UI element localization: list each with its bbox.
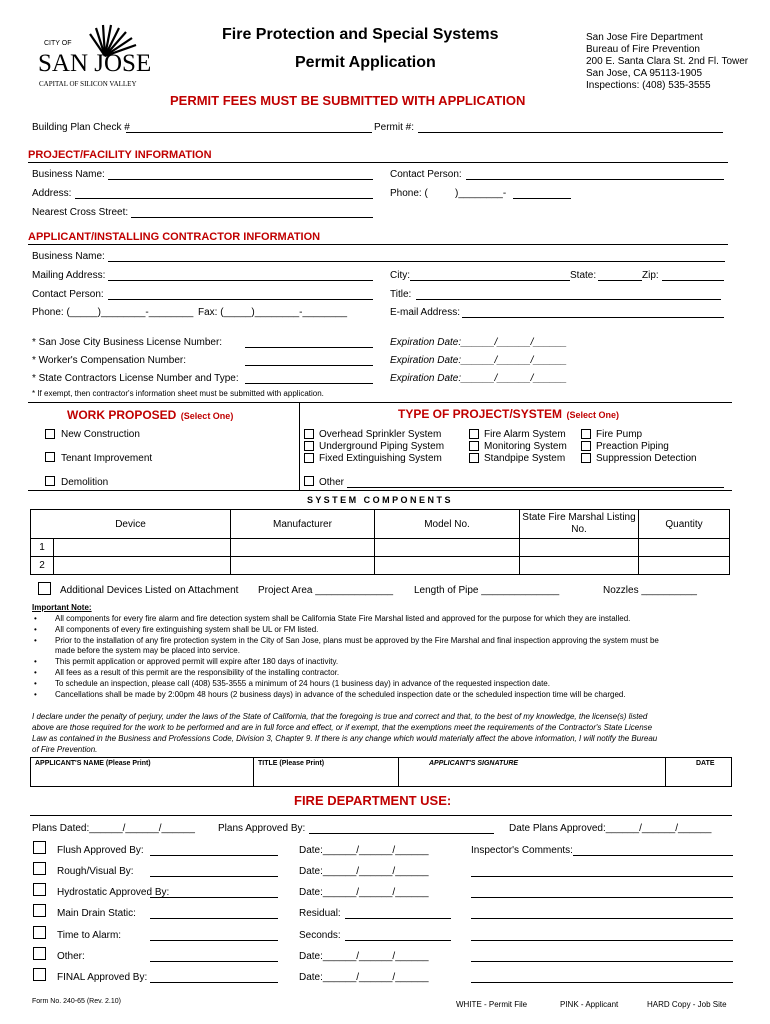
- license-expiration[interactable]: Expiration Date:______/______/______: [390, 337, 567, 348]
- fire-alarm-checkbox[interactable]: [469, 429, 479, 439]
- fire-pump-label: Fire Pump: [596, 429, 643, 440]
- signature-label: APPLICANT'S SIGNATURE: [429, 760, 519, 767]
- footer-hard: HARD Copy - Job Site: [647, 1000, 727, 1009]
- col-manufacturer: Manufacturer: [231, 510, 375, 539]
- nozzles[interactable]: Nozzles __________: [603, 585, 697, 596]
- contact-person-label: Contact Person:: [390, 169, 462, 180]
- fd-row-date[interactable]: Date:______/______/______: [299, 887, 429, 898]
- standpipe-checkbox[interactable]: [469, 453, 479, 463]
- department-info: [586, 32, 748, 92]
- declaration-line: of Fire Prevention.: [32, 745, 98, 754]
- monitoring-checkbox[interactable]: [469, 441, 479, 451]
- device-cell[interactable]: [54, 557, 231, 575]
- attachment-checkbox[interactable]: [38, 582, 51, 595]
- declaration: [32, 711, 657, 755]
- note-item: made before the system may be placed into service.: [55, 646, 240, 655]
- new-construction-label: New Construction: [61, 429, 140, 440]
- applicant-title-label: TITLE (Please Print): [258, 760, 325, 767]
- license-label: * San Jose City Business License Number:: [32, 337, 223, 348]
- fd-row-input[interactable]: [150, 855, 278, 856]
- type-header: [398, 405, 619, 423]
- bullet-icon: •: [34, 614, 37, 623]
- dept-bureau: Bureau of Fire Prevention: [586, 44, 700, 55]
- fd-row-label: Hydrostatic Approved By:: [57, 887, 170, 898]
- notes-title: Important Note:: [32, 603, 92, 612]
- app-business-label: Business Name:: [32, 251, 105, 262]
- col-device: Device: [31, 510, 231, 539]
- title-input[interactable]: [416, 299, 721, 300]
- phone-input[interactable]: [513, 198, 571, 199]
- form-number: Form No. 240-65 (Rev. 2.10): [32, 998, 121, 1005]
- demolition-label: Demolition: [61, 477, 109, 488]
- bullet-icon: •: [34, 636, 37, 645]
- underground-piping-checkbox[interactable]: [304, 441, 314, 451]
- comment-line[interactable]: [471, 940, 733, 941]
- state-license-expiration[interactable]: Expiration Date:______/______/______: [390, 373, 567, 384]
- bullet-icon: •: [34, 625, 37, 634]
- app-business-input[interactable]: [108, 261, 725, 262]
- note-item: All components for every fire alarm and fire detection system shall be California State Fire Marshal listed and approved for the purpose for which they are installed.: [55, 614, 631, 623]
- plan-check-input[interactable]: [126, 132, 372, 133]
- attachment-label: Additional Devices Listed on Attachment: [60, 585, 239, 596]
- logo-name: SAN JOSE: [38, 50, 152, 77]
- fd-row-label: Main Drain Static:: [57, 908, 136, 919]
- tenant-improvement-checkbox[interactable]: [45, 452, 55, 462]
- phone-label: Phone: (: [390, 188, 428, 199]
- col-listing: State Fire Marshal Listing No.: [520, 510, 639, 539]
- components-title: S Y S T E M C O M P O N E N T S: [307, 495, 451, 505]
- fd-divider: [30, 815, 732, 816]
- monitoring-label: Monitoring System: [484, 441, 567, 452]
- zip-input[interactable]: [662, 280, 724, 281]
- quantity-cell[interactable]: [639, 557, 730, 575]
- exempt-note: * If exempt, then contractor's information sheet must be submitted with application.: [32, 389, 324, 398]
- fd-row-label: Other:: [57, 951, 85, 962]
- work-header-suffix: (Select One): [180, 411, 234, 421]
- comment-line[interactable]: [471, 918, 733, 919]
- fd-row-mid-input[interactable]: [345, 918, 451, 919]
- permit-label: Permit #:: [374, 122, 415, 133]
- note-item: All components of every fire extinguishing system shall be UL or FM listed.: [55, 625, 319, 634]
- plans-dated[interactable]: Plans Dated:______/______/______: [32, 823, 195, 834]
- quantity-cell[interactable]: [639, 539, 730, 557]
- dept-address: 200 E. Santa Clara St. 2nd Fl. Tower: [586, 56, 749, 67]
- state-input[interactable]: [598, 280, 642, 281]
- preaction-checkbox[interactable]: [581, 441, 591, 451]
- overhead-sprinkler-checkbox[interactable]: [304, 429, 314, 439]
- business-name-label: Business Name:: [32, 169, 105, 180]
- row-number: 1: [31, 539, 54, 557]
- workers-comp-input[interactable]: [245, 365, 373, 366]
- state-label: State:: [570, 270, 597, 281]
- listing-cell[interactable]: [520, 539, 639, 557]
- fd-row-label: Flush Approved By:: [57, 845, 144, 856]
- length-of-pipe[interactable]: Length of Pipe ______________: [414, 585, 560, 596]
- model-cell[interactable]: [375, 557, 520, 575]
- fire-pump-checkbox[interactable]: [581, 429, 591, 439]
- inspector-comments-input[interactable]: [573, 855, 733, 856]
- applicant-title-cell[interactable]: [254, 758, 399, 787]
- footer-white: WHITE - Permit File: [456, 1000, 528, 1009]
- contact-person-input[interactable]: [466, 179, 724, 180]
- mailing-input[interactable]: [108, 280, 373, 281]
- app-contact-label: Contact Person:: [32, 289, 104, 300]
- address-label: Address:: [32, 188, 72, 199]
- fd-row-checkbox[interactable]: [33, 862, 46, 875]
- table-row: [31, 557, 730, 575]
- manufacturer-cell[interactable]: [231, 557, 375, 575]
- app-phone[interactable]: Phone: (_____)________-________: [32, 307, 194, 318]
- signature-table: [30, 757, 732, 787]
- note-item: This permit application or approved permit will expire after 180 days of inactivity.: [55, 657, 339, 666]
- suppression-label: Suppression Detection: [596, 453, 697, 464]
- signature-cell[interactable]: [399, 758, 666, 787]
- email-input[interactable]: [462, 317, 724, 318]
- note-item: All fees as a result of this permit are the responsibility of the installing contractor.: [55, 668, 340, 677]
- phone-mid: )________-: [455, 188, 507, 199]
- fixed-extinguishing-checkbox[interactable]: [304, 453, 314, 463]
- fd-row-date[interactable]: Residual:: [299, 908, 341, 919]
- fd-row-input[interactable]: [150, 961, 278, 962]
- model-cell[interactable]: [375, 539, 520, 557]
- title-label: Title:: [390, 289, 412, 300]
- form-subtitle: Permit Application: [295, 54, 436, 71]
- declaration-line: I declare under the penalty of perjury, under the laws of the State of California, that the foregoing is true and correct and that, to the best of my knowledge, the license(s) listed: [32, 712, 648, 721]
- fd-row-label: FINAL Approved By:: [57, 972, 148, 983]
- col-model: Model No.: [375, 510, 520, 539]
- components-table: [30, 509, 730, 575]
- fd-row-input[interactable]: [150, 897, 278, 898]
- fd-row-input[interactable]: [150, 918, 278, 919]
- applicant-name-label: APPLICANT'S NAME (Please Print): [35, 760, 151, 767]
- device-cell[interactable]: [54, 539, 231, 557]
- cross-street-input[interactable]: [131, 217, 373, 218]
- fees-notice: PERMIT FEES MUST BE SUBMITTED WITH APPLICATION: [170, 93, 526, 108]
- date-plans-approved[interactable]: Date Plans Approved:______/______/______: [509, 823, 712, 834]
- comment-line[interactable]: [471, 961, 733, 962]
- fd-row-mid-input[interactable]: [345, 940, 451, 941]
- state-license-label: * State Contractors License Number and Type:: [32, 373, 239, 384]
- inspector-comments-label: Inspector's Comments:: [471, 845, 573, 856]
- declaration-line: above are those required for the work to be performed and are in full force and effect, or if exempt, that the exemptions meet the requirements of the Contractor's State License: [32, 723, 653, 732]
- table-row: [31, 539, 730, 557]
- footer-pink: PINK - Applicant: [560, 1000, 619, 1009]
- dept-name: San Jose Fire Department: [586, 32, 703, 43]
- city-logo: [30, 20, 155, 95]
- fd-row-checkbox[interactable]: [33, 904, 46, 917]
- project-area[interactable]: Project Area ______________: [258, 585, 394, 596]
- bullet-icon: •: [34, 690, 37, 699]
- logo-tagline: CAPITAL OF SILICON VALLEY: [39, 80, 137, 88]
- other-input[interactable]: [347, 487, 724, 488]
- fd-row-checkbox[interactable]: [33, 841, 46, 854]
- comment-line[interactable]: [471, 876, 733, 877]
- plan-check-label: Building Plan Check #: [32, 122, 130, 133]
- fire-alarm-label: Fire Alarm System: [484, 429, 566, 440]
- declaration-line: Law as contained in the Business and Professions Code, Division 3, Chapter 9. If there is any change which would materially affect the above information, I will notify the Bureau: [32, 734, 658, 743]
- plans-approved-input[interactable]: [309, 833, 494, 834]
- zip-label: Zip:: [642, 270, 659, 281]
- fd-row-date[interactable]: Date:______/______/______: [299, 866, 429, 877]
- fd-row-checkbox[interactable]: [33, 926, 46, 939]
- preaction-label: Preaction Piping: [596, 441, 669, 452]
- mailing-label: Mailing Address:: [32, 270, 106, 281]
- address-input[interactable]: [75, 198, 373, 199]
- fd-row-date[interactable]: Date:______/______/______: [299, 845, 429, 856]
- applicant-name-cell[interactable]: [31, 758, 254, 787]
- other-checkbox[interactable]: [304, 476, 314, 486]
- fd-row-date[interactable]: Date:______/______/______: [299, 951, 429, 962]
- dept-city: San Jose, CA 95113-1905: [586, 68, 703, 79]
- workers-comp-label: * Worker's Compensation Number:: [32, 355, 187, 366]
- dept-phone: Inspections: (408) 535-3555: [586, 80, 711, 91]
- bullet-icon: •: [34, 668, 37, 677]
- fixed-extinguishing-label: Fixed Extinguishing System: [319, 453, 442, 464]
- city-label: City:: [390, 270, 410, 281]
- city-input[interactable]: [410, 280, 570, 281]
- date-cell[interactable]: [666, 758, 732, 787]
- tenant-improvement-label: Tenant Improvement: [61, 453, 153, 464]
- row-number: 2: [31, 557, 54, 575]
- fd-row-input[interactable]: [150, 982, 278, 983]
- fd-header: FIRE DEPARTMENT USE:: [294, 793, 452, 808]
- app-contact-input[interactable]: [108, 299, 373, 300]
- comment-line[interactable]: [471, 982, 733, 983]
- project-header: PROJECT/FACILITY INFORMATION: [28, 149, 728, 163]
- overhead-sprinkler-label: Overhead Sprinkler System: [319, 429, 442, 440]
- permit-input[interactable]: [418, 132, 723, 133]
- fd-row-label: Time to Alarm:: [57, 930, 122, 941]
- plans-approved-label: Plans Approved By:: [218, 823, 306, 834]
- manufacturer-cell[interactable]: [231, 539, 375, 557]
- fd-row-checkbox[interactable]: [33, 883, 46, 896]
- comment-line[interactable]: [471, 897, 733, 898]
- fd-row-input[interactable]: [150, 940, 278, 941]
- fd-row-date[interactable]: Seconds:: [299, 930, 341, 941]
- license-input[interactable]: [245, 347, 373, 348]
- date-label: DATE: [696, 760, 715, 767]
- email-label: E-mail Address:: [390, 307, 461, 318]
- cross-street-label: Nearest Cross Street:: [32, 207, 129, 218]
- city-of-label: CITY OF: [44, 40, 72, 47]
- col-quantity: Quantity: [639, 510, 730, 539]
- listing-cell[interactable]: [520, 557, 639, 575]
- new-construction-checkbox[interactable]: [45, 429, 55, 439]
- note-item: Cancellations shall be made by 2:00pm 48 hours (2 business days) in advance of the scheduled inspection date or the scheduled inspection time will be charged.: [55, 690, 626, 699]
- form-title: Fire Protection and Special Systems: [222, 26, 499, 43]
- app-fax[interactable]: Fax: (_____)________-________: [198, 307, 348, 318]
- demolition-checkbox[interactable]: [45, 476, 55, 486]
- type-header-suffix: (Select One): [566, 410, 619, 420]
- fd-row-label: Rough/Visual By:: [57, 866, 134, 877]
- note-item: Prior to the installation of any fire protection system in the City of San Jose, plans must be approved by the Fire Marshal and final inspection approving the system must be: [55, 636, 659, 645]
- standpipe-label: Standpipe System: [484, 453, 566, 464]
- other-label: Other: [319, 477, 345, 488]
- work-proposed-header: [67, 406, 233, 424]
- state-license-input[interactable]: [245, 383, 373, 384]
- bullet-icon: •: [34, 679, 37, 688]
- suppression-checkbox[interactable]: [581, 453, 591, 463]
- applicant-header: APPLICANT/INSTALLING CONTRACTOR INFORMATION: [28, 231, 728, 245]
- work-header-text: WORK PROPOSED: [67, 408, 177, 422]
- fd-row-checkbox[interactable]: [33, 968, 46, 981]
- type-header-text: TYPE OF PROJECT/SYSTEM: [398, 407, 563, 421]
- underground-piping-label: Underground Piping System: [319, 441, 445, 452]
- note-item: To schedule an inspection, please call (408) 535-3555 a minimum of 24 hours (1 business day) in advance of the requested inspection date.: [55, 679, 550, 688]
- bullet-icon: •: [34, 657, 37, 666]
- business-name-input[interactable]: [108, 179, 373, 180]
- fd-row-input[interactable]: [150, 876, 278, 877]
- workers-comp-expiration[interactable]: Expiration Date:______/______/______: [390, 355, 567, 366]
- fd-row-checkbox[interactable]: [33, 947, 46, 960]
- fd-row-date[interactable]: Date:______/______/______: [299, 972, 429, 983]
